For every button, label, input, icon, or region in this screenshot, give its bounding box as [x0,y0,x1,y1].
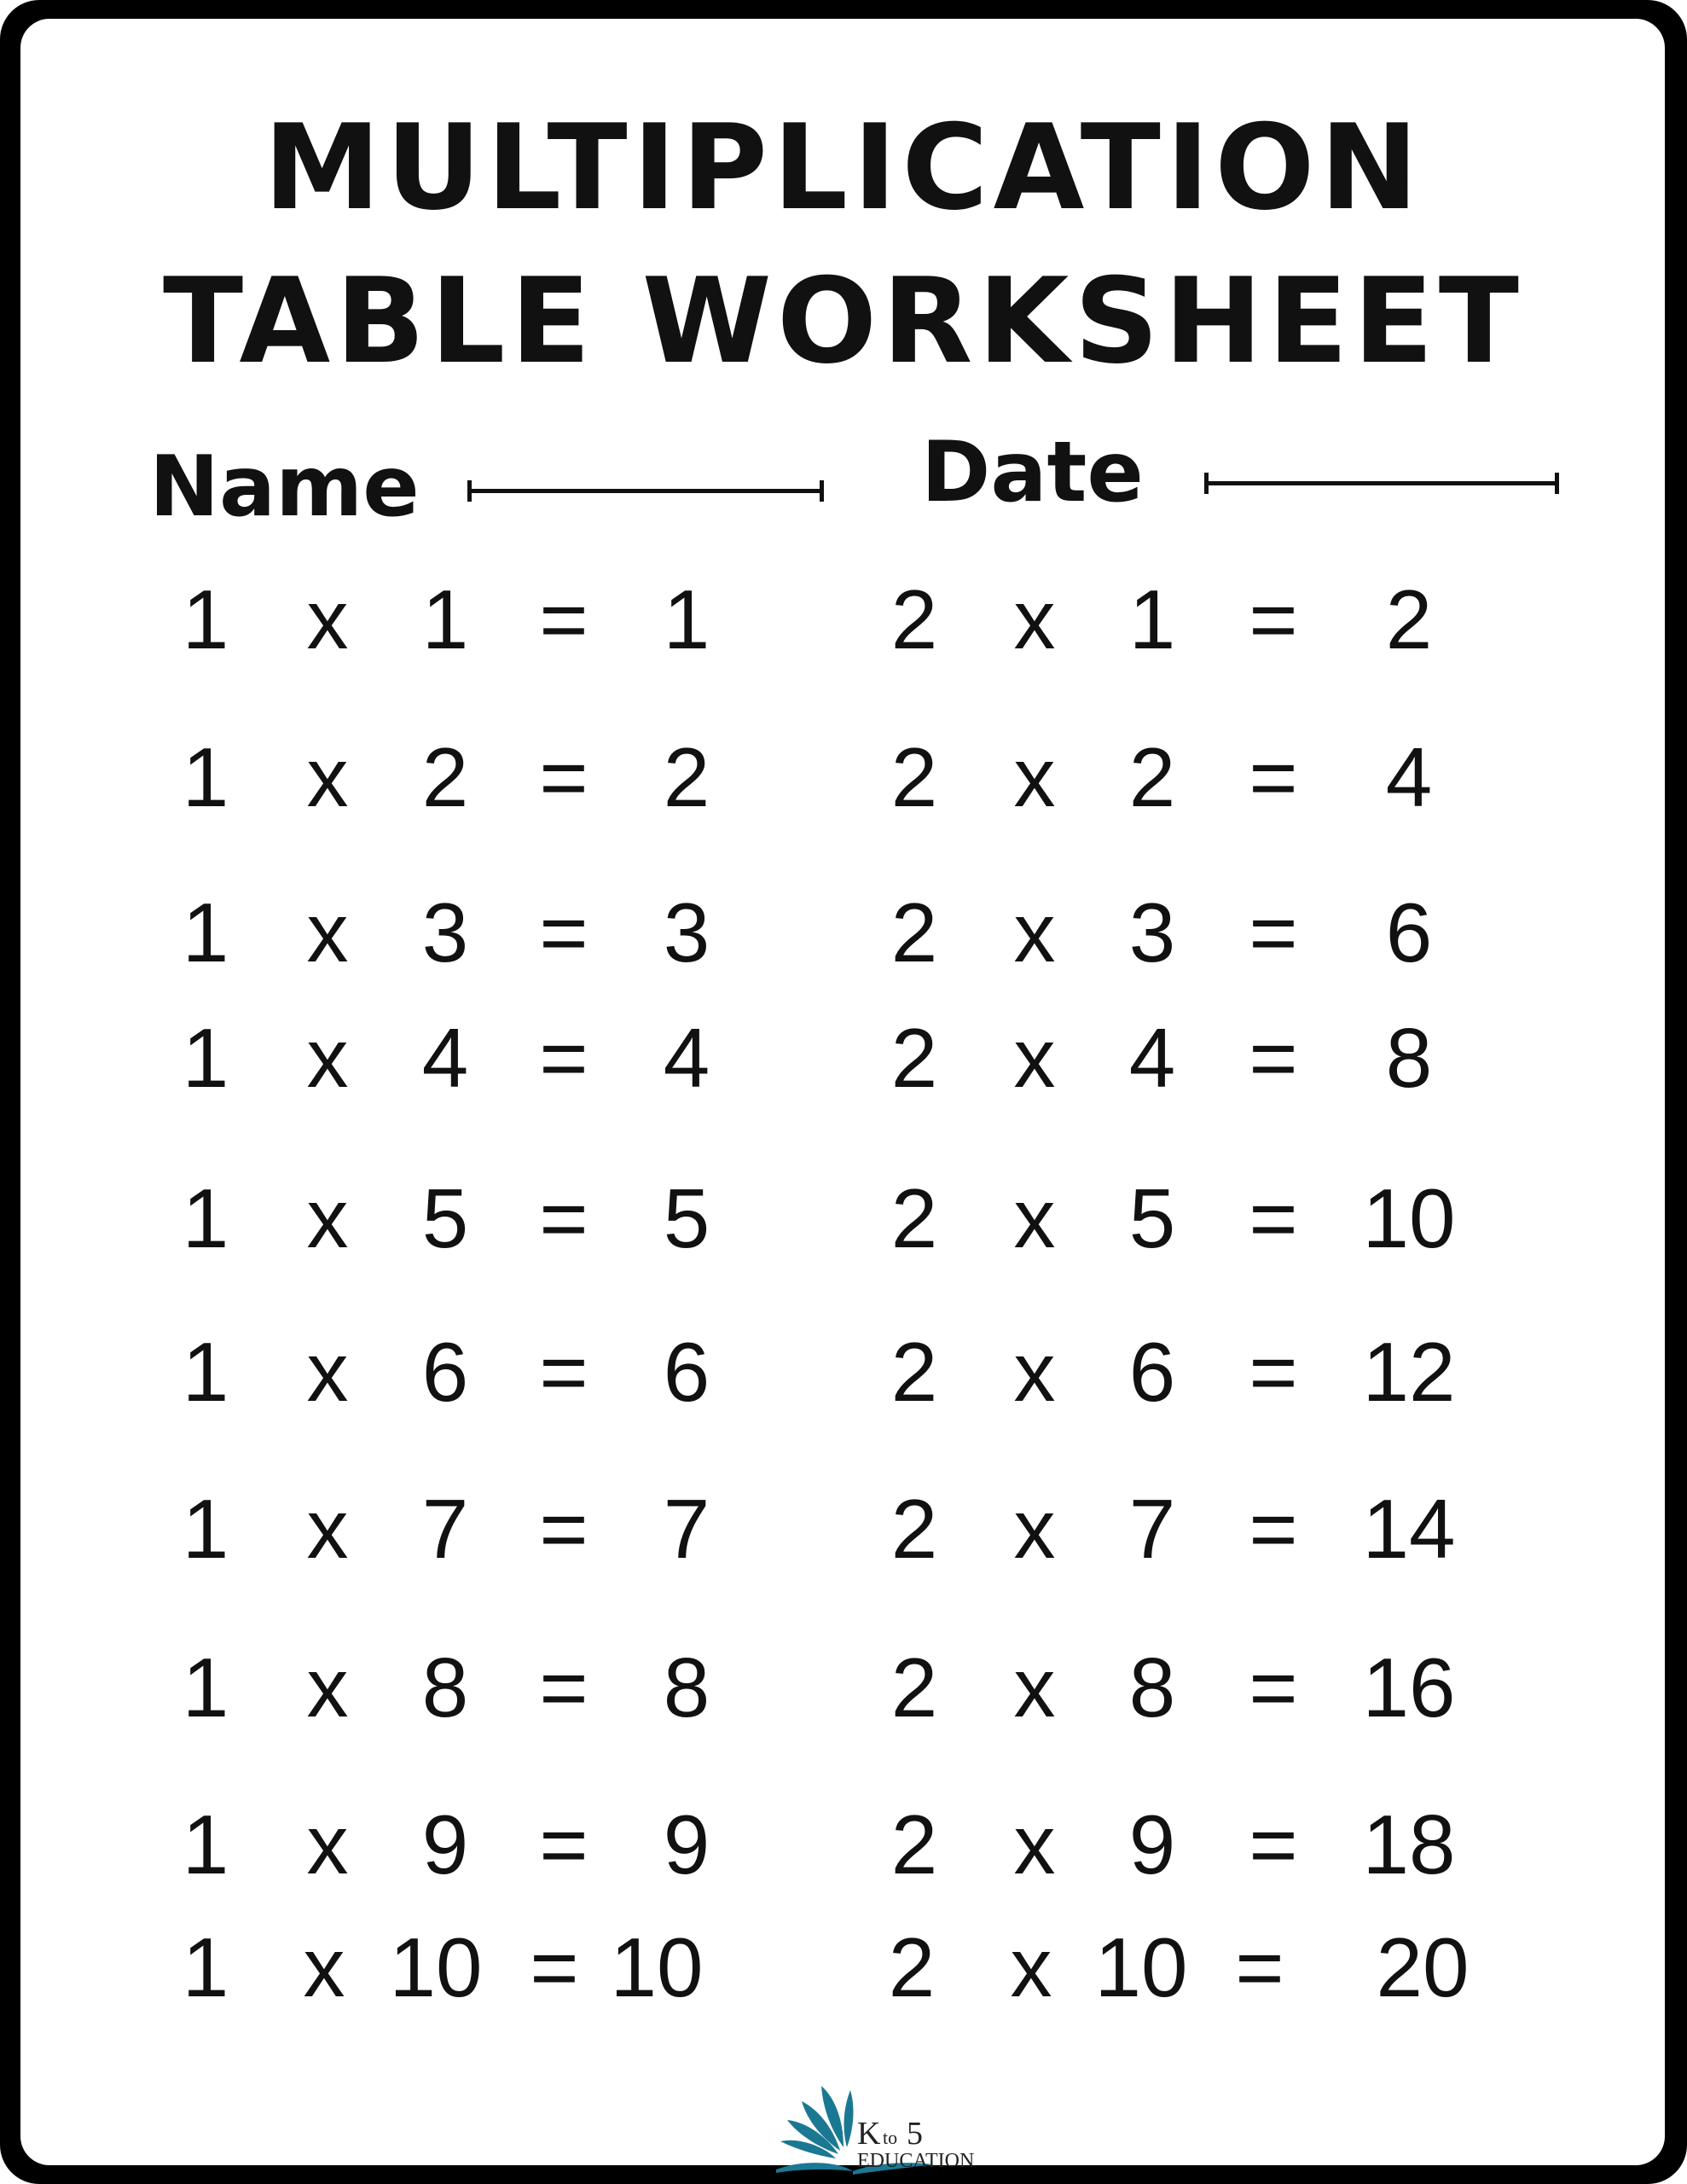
equals-sign: = [539,572,588,666]
product: 14 [1362,1482,1456,1576]
multiplier: 3 [421,886,469,979]
equals-sign: = [1249,1171,1298,1265]
svg-text:K: K [857,2116,881,2152]
product: 20 [1376,1920,1470,2014]
equals-sign: = [1235,1920,1284,2014]
product: 18 [1362,1798,1456,1891]
product: 9 [663,1798,710,1891]
multiplier: 10 [1094,1920,1188,2014]
multiplicand: 1 [182,1482,229,1576]
product: 8 [1385,1011,1433,1105]
date-blank-line[interactable] [1204,481,1559,485]
multiplier: 2 [1128,730,1176,824]
product: 8 [663,1641,710,1734]
multiplier: 7 [1128,1482,1176,1576]
times-sign: x [1013,1798,1056,1891]
equals-sign: = [1249,886,1298,979]
product: 4 [1385,730,1433,824]
multiplier: 8 [421,1641,469,1734]
multiplicand: 2 [888,1920,936,2014]
product: 4 [663,1011,710,1105]
product: 16 [1362,1641,1456,1734]
equals-sign: = [539,1482,588,1576]
product: 10 [1362,1171,1456,1265]
times-sign: x [303,1920,345,2014]
equals-sign: = [539,1325,588,1419]
multiplicand: 1 [182,1171,229,1265]
product: 3 [663,886,710,979]
svg-text:to: to [883,2127,898,2148]
times-sign: x [1013,886,1056,979]
equals-sign: = [1249,1798,1298,1891]
times-sign: x [1013,572,1056,666]
times-sign: x [306,1798,349,1891]
multiplier: 6 [1128,1325,1176,1419]
multiplicand: 2 [890,886,938,979]
multiplier: 1 [1128,572,1176,666]
times-sign: x [306,1641,349,1734]
equals-sign: = [530,1920,579,2014]
multiplier: 4 [421,1011,469,1105]
times-sign: x [1010,1920,1052,2014]
equals-sign: = [539,1641,588,1734]
multiplicand: 1 [182,1798,229,1891]
equals-sign: = [1249,1325,1298,1419]
equals-sign: = [1249,1482,1298,1576]
multiplicand: 2 [890,730,938,824]
product: 2 [663,730,710,824]
multiplicand: 2 [890,1171,938,1265]
multiplicand: 1 [182,1641,229,1734]
k-to-5-education-logo [772,2069,994,2180]
name-label: Name [149,439,420,536]
name-blank-line[interactable] [467,489,824,493]
multiplier: 9 [421,1798,469,1891]
equals-sign: = [539,1011,588,1105]
times-sign: x [306,886,349,979]
multiplier: 5 [1128,1171,1176,1265]
product: 10 [610,1920,704,2014]
product: 12 [1362,1325,1456,1419]
times-sign: x [1013,1641,1056,1734]
equals-sign: = [1249,730,1298,824]
multiplicand: 2 [890,1011,938,1105]
product: 6 [663,1325,710,1419]
equals-sign: = [539,730,588,824]
multiplicand: 1 [182,730,229,824]
multiplicand: 2 [890,1482,938,1576]
product: 1 [663,572,710,666]
multiplier: 5 [421,1171,469,1265]
multiplier: 10 [389,1920,483,2014]
equals-sign: = [539,1171,588,1265]
product: 6 [1385,886,1433,979]
times-sign: x [1013,1482,1056,1576]
times-sign: x [306,1171,349,1265]
times-sign: x [1013,1325,1056,1419]
title-line-1: MULTIPLICATION [263,99,1424,236]
multiplier: 1 [421,572,469,666]
date-label: Date [921,424,1144,521]
times-sign: x [306,1325,349,1419]
multiplier: 4 [1128,1011,1176,1105]
multiplier: 8 [1128,1641,1176,1734]
multiplicand: 1 [182,1920,229,2014]
times-sign: x [306,1482,349,1576]
product: 7 [663,1482,710,1576]
equals-sign: = [1249,1011,1298,1105]
times-sign: x [1013,1011,1056,1105]
multiplicand: 2 [890,1641,938,1734]
multiplicand: 2 [890,572,938,666]
equals-sign: = [1249,1641,1298,1734]
svg-text:EDUCATION: EDUCATION [857,2150,975,2172]
multiplier: 3 [1128,886,1176,979]
multiplier: 9 [1128,1798,1176,1891]
svg-text:5: 5 [907,2116,923,2152]
multiplicand: 1 [182,886,229,979]
times-sign: x [306,1011,349,1105]
multiplicand: 1 [182,572,229,666]
times-sign: x [1013,1171,1056,1265]
product: 5 [663,1171,710,1265]
multiplicand: 1 [182,1325,229,1419]
times-sign: x [1013,730,1056,824]
equals-sign: = [1249,572,1298,666]
multiplier: 7 [421,1482,469,1576]
times-sign: x [306,572,349,666]
title-line-2: TABLE WORKSHEET [163,253,1524,390]
product: 2 [1385,572,1433,666]
multiplicand: 1 [182,1011,229,1105]
multiplier: 6 [421,1325,469,1419]
equals-sign: = [539,1798,588,1891]
multiplicand: 2 [890,1325,938,1419]
multiplier: 2 [421,730,469,824]
equals-sign: = [539,886,588,979]
times-sign: x [306,730,349,824]
multiplicand: 2 [890,1798,938,1891]
